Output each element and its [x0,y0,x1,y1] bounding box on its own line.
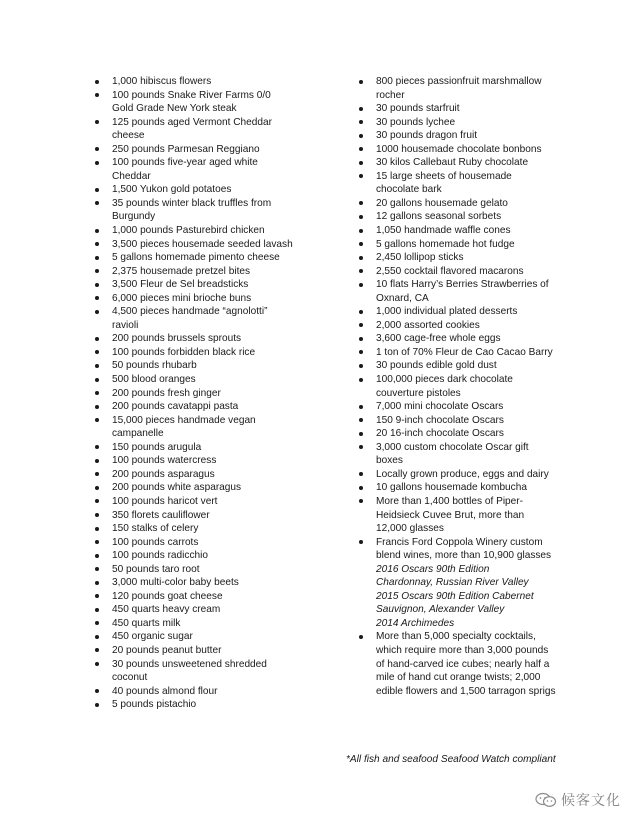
list-item: 200 pounds brussels sprouts [94,332,308,346]
list-item: 3,500 Fleur de Sel breadsticks [94,278,308,292]
list-item: 350 florets cauliflower [94,509,308,523]
list-item: 450 organic sugar [94,630,308,644]
list-item: 150 pounds arugula [94,441,308,455]
list-item: 1,050 handmade waffle cones [358,224,578,238]
list-item: 30 pounds starfruit [358,102,578,116]
list-item: 50 pounds taro root [94,563,308,577]
list-item: 150 stalks of celery [94,522,308,536]
list-item: 200 pounds asparagus [94,468,308,482]
list-item-wine [358,536,578,631]
list-item: 2,550 cocktail flavored macarons [358,265,578,279]
wine-vintages: 2016 Oscars 90th Edition Chardonnay, Russian River Valley 2015 Oscars 90th Edition Cabernet Sauvignon, Alexander Valley 2014 Archimedes [376,563,534,629]
list-item: 20 pounds peanut butter [94,644,308,658]
list-item: 3,600 cage-free whole eggs [358,332,578,346]
wine-description: Francis Ford Coppola Winery custom blend wines, more than 10,900 glasses [376,536,552,562]
list-item: 30 pounds lychee [358,116,578,130]
watermark-text: 候客文化 [561,793,621,809]
list-item: More than 1,400 bottles of Piper- Heidsieck Cuvee Brut, more than 12,000 glasses [358,495,578,536]
list-item: 200 pounds fresh ginger [94,387,308,401]
list-item: 800 pieces passionfruit marshmallow rocher [358,75,578,102]
list-item: 150 9-inch chocolate Oscars [358,414,578,428]
footnote: *All fish and seafood Seafood Watch compliant [346,754,556,765]
list-item: 2,375 housemade pretzel bites [94,265,308,279]
list-item: 1,000 pounds Pasturebird chicken [94,224,308,238]
wechat-logo-icon [535,792,557,808]
list-item: 12 gallons seasonal sorbets [358,210,578,224]
list-item: 125 pounds aged Vermont Cheddar cheese [94,116,308,143]
list-item: 1,000 hibiscus flowers [94,75,308,89]
list-item: 30 pounds edible gold dust [358,359,578,373]
list-item: Locally grown produce, eggs and dairy [358,468,578,482]
list-item: 1,500 Yukon gold potatoes [94,183,308,197]
list-item: 200 pounds white asparagus [94,481,308,495]
list-item: 2,000 assorted cookies [358,319,578,333]
list-item: 200 pounds cavatappi pasta [94,400,308,414]
list-item: 30 pounds unsweetened shredded coconut [94,658,308,685]
list-item: 100 pounds forbidden black rice [94,346,308,360]
list-item: 100 pounds haricot vert [94,495,308,509]
list-item: 50 pounds rhubarb [94,359,308,373]
list-item: 5 pounds pistachio [94,698,308,712]
list-item: 4,500 pieces handmade “agnolotti” ravioli [94,305,308,332]
list-item: 35 pounds winter black truffles from Burgundy [94,197,308,224]
list-item: 7,000 mini chocolate Oscars [358,400,578,414]
list-item: 6,000 pieces mini brioche buns [94,292,308,306]
list-item: 30 kilos Callebaut Ruby chocolate [358,156,578,170]
list-item: 3,000 multi-color baby beets [94,576,308,590]
list-item: 40 pounds almond flour [94,685,308,699]
list-item: 500 blood oranges [94,373,308,387]
list-item: 10 gallons housemade kombucha [358,481,578,495]
list-item: 1 ton of 70% Fleur de Cao Cacao Barry [358,346,578,360]
list-item: 30 pounds dragon fruit [358,129,578,143]
list-item: 15,000 pieces handmade vegan campanelle [94,414,308,441]
list-item: 100 pounds carrots [94,536,308,550]
list-item: 100,000 pieces dark chocolate couverture pistoles [358,373,578,400]
list-item: 3,500 pieces housemade seeded lavash [94,238,308,252]
list-item: 5 gallons homemade pimento cheese [94,251,308,265]
list-item: 1,000 individual plated desserts [358,305,578,319]
list-item: 120 pounds goat cheese [94,590,308,604]
list-item: More than 5,000 specialty cocktails, which require more than 3,000 pounds of hand-carved ice cubes; nearly half a mile of hand cut orange twists; 2,000 edible flowers and 1,500 tarragon sprigs [358,630,578,698]
list-item: 250 pounds Parmesan Reggiano [94,143,308,157]
list-item: 15 large sheets of housemade chocolate bark [358,170,578,197]
list-item: 20 16-inch chocolate Oscars [358,427,578,441]
right-column-list [358,75,578,698]
list-item: 450 quarts milk [94,617,308,631]
list-item: 450 quarts heavy cream [94,603,308,617]
list-item: 100 pounds Snake River Farms 0/0 Gold Grade New York steak [94,89,308,116]
list-item: 100 pounds five-year aged white Cheddar [94,156,308,183]
list-item: 100 pounds watercress [94,454,308,468]
list-item: 2,450 lollipop sticks [358,251,578,265]
list-item: 5 gallons homemade hot fudge [358,238,578,252]
list-item: 100 pounds radicchio [94,549,308,563]
list-item: 1000 housemade chocolate bonbons [358,143,578,157]
list-item: 10 flats Harry’s Berries Strawberries of Oxnard, CA [358,278,578,305]
list-item: 3,000 custom chocolate Oscar gift boxes [358,441,578,468]
list-item: 20 gallons housemade gelato [358,197,578,211]
left-column-list [94,75,308,712]
watermark [535,790,621,810]
